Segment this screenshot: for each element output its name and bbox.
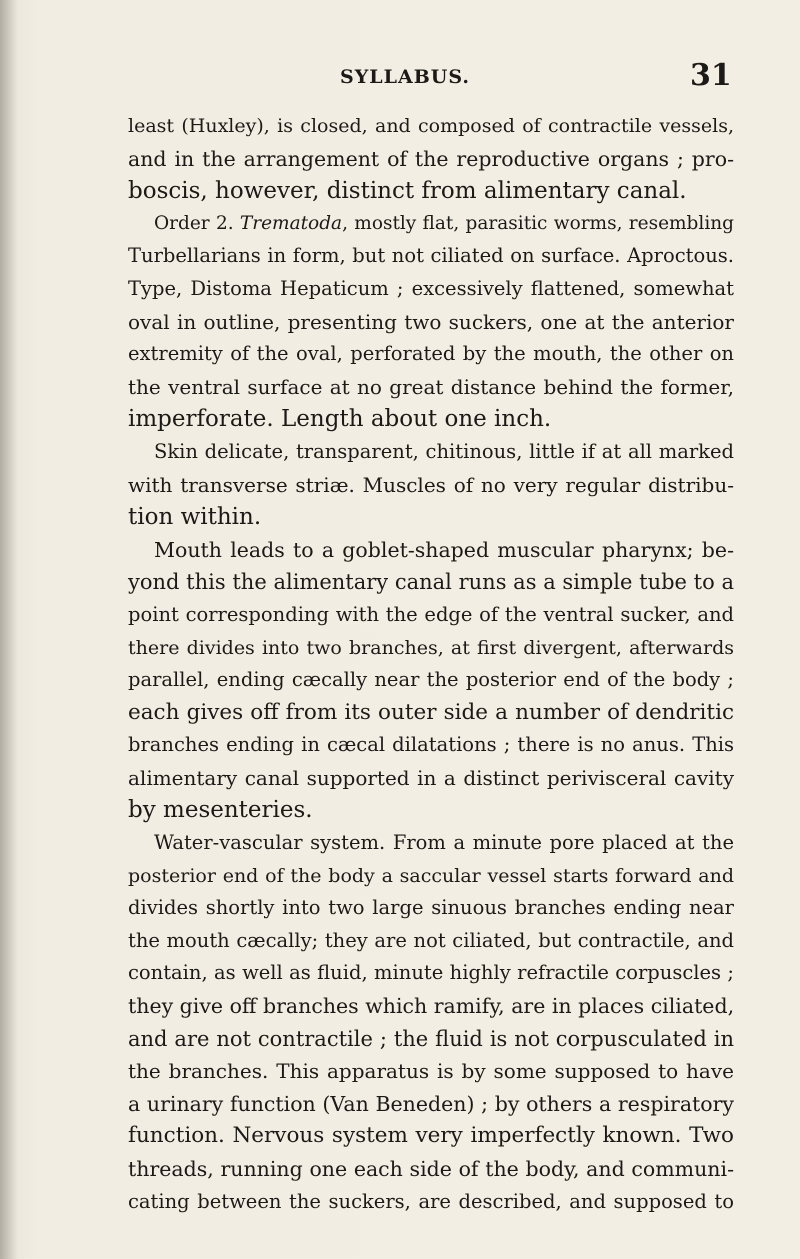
text-line: there divides into two branches, at first divergent, afterwards	[128, 636, 734, 659]
text-line: they give off branches which ramify, are in places ciliated,	[128, 994, 735, 1019]
text-line: by mesenteries.	[128, 797, 313, 824]
text-line: least (Huxley), is closed, and composed of contractile vessels,	[128, 115, 734, 137]
text-line: boscis, however, distinct from alimentary canal.	[128, 178, 687, 205]
running-head	[0, 58, 800, 104]
text-line: Skin delicate, transparent, chitinous, little if at all marked	[154, 439, 734, 463]
text-line: each gives off from its outer side a number of dendritic	[128, 699, 734, 725]
text-line: point corresponding with the edge of the ventral sucker, and	[128, 602, 734, 626]
text-line: posterior end of the body a saccular vessel starts forward and	[128, 864, 734, 887]
text-line: tion within.	[128, 504, 262, 531]
running-title: SYLLABUS.	[340, 66, 471, 88]
page-number: 31	[690, 58, 732, 93]
text-line: cating between the suckers, are described, and supposed to	[128, 1189, 734, 1213]
text-line: the ventral surface at no great distance behind the former,	[128, 374, 734, 399]
text-line: a urinary function (Van Beneden) ; by others a respiratory	[128, 1091, 734, 1116]
text-line: Mouth leads to a goblet-shaped muscular pharynx; be-	[154, 537, 734, 562]
text-line: Turbellarians in form, but not ciliated on surface. Aproctous.	[128, 244, 734, 268]
text-line: threads, running one each side of the body, and communi-	[128, 1157, 734, 1181]
italic-term: Trematoda	[239, 212, 343, 234]
body-text	[128, 110, 734, 1218]
text-line: and are not contractile ; the fluid is not corpusculated in	[128, 1026, 734, 1051]
text-line: parallel, ending cæcally near the posterior end of the body ;	[128, 668, 734, 692]
text-line: function. Nervous system very imperfectly known. Two	[128, 1123, 734, 1149]
text-line: the mouth cæcally; they are not ciliated, but contractile, and	[128, 928, 734, 952]
text-line: Type, Distoma Hepaticum ; excessively flattened, somewhat	[128, 276, 734, 300]
text-line: divides shortly into two large sinuous branches ending near	[128, 896, 734, 920]
text-line: Water-vascular system. From a minute pore placed at the	[154, 831, 734, 855]
text-line: oval in outline, presenting two suckers, one at the anterior	[128, 309, 734, 334]
text-line: Order 2. Trematoda, mostly flat, parasitic worms, resembling	[154, 212, 734, 234]
text-line: with transverse striæ. Muscles of no very regular distribu-	[128, 472, 734, 497]
text-line: the branches. This apparatus is by some supposed to have	[128, 1059, 734, 1084]
text-line: imperforate. Length about one inch.	[128, 406, 552, 433]
gutter-shadow	[0, 0, 18, 1259]
text-line: branches ending in cæcal dilatations ; there is no anus. This	[128, 733, 734, 757]
text-line: extremity of the oval, perforated by the mouth, the other on	[128, 342, 734, 366]
text-line: and in the arrangement of the reproductive organs ; pro-	[128, 146, 734, 171]
text-line: alimentary canal supported in a distinct perivisceral cavity	[128, 765, 734, 790]
text-line: yond this the alimentary canal runs as a simple tube to a	[128, 570, 734, 595]
text-line: contain, as well as fluid, minute highly refractile corpuscles ;	[128, 961, 734, 985]
